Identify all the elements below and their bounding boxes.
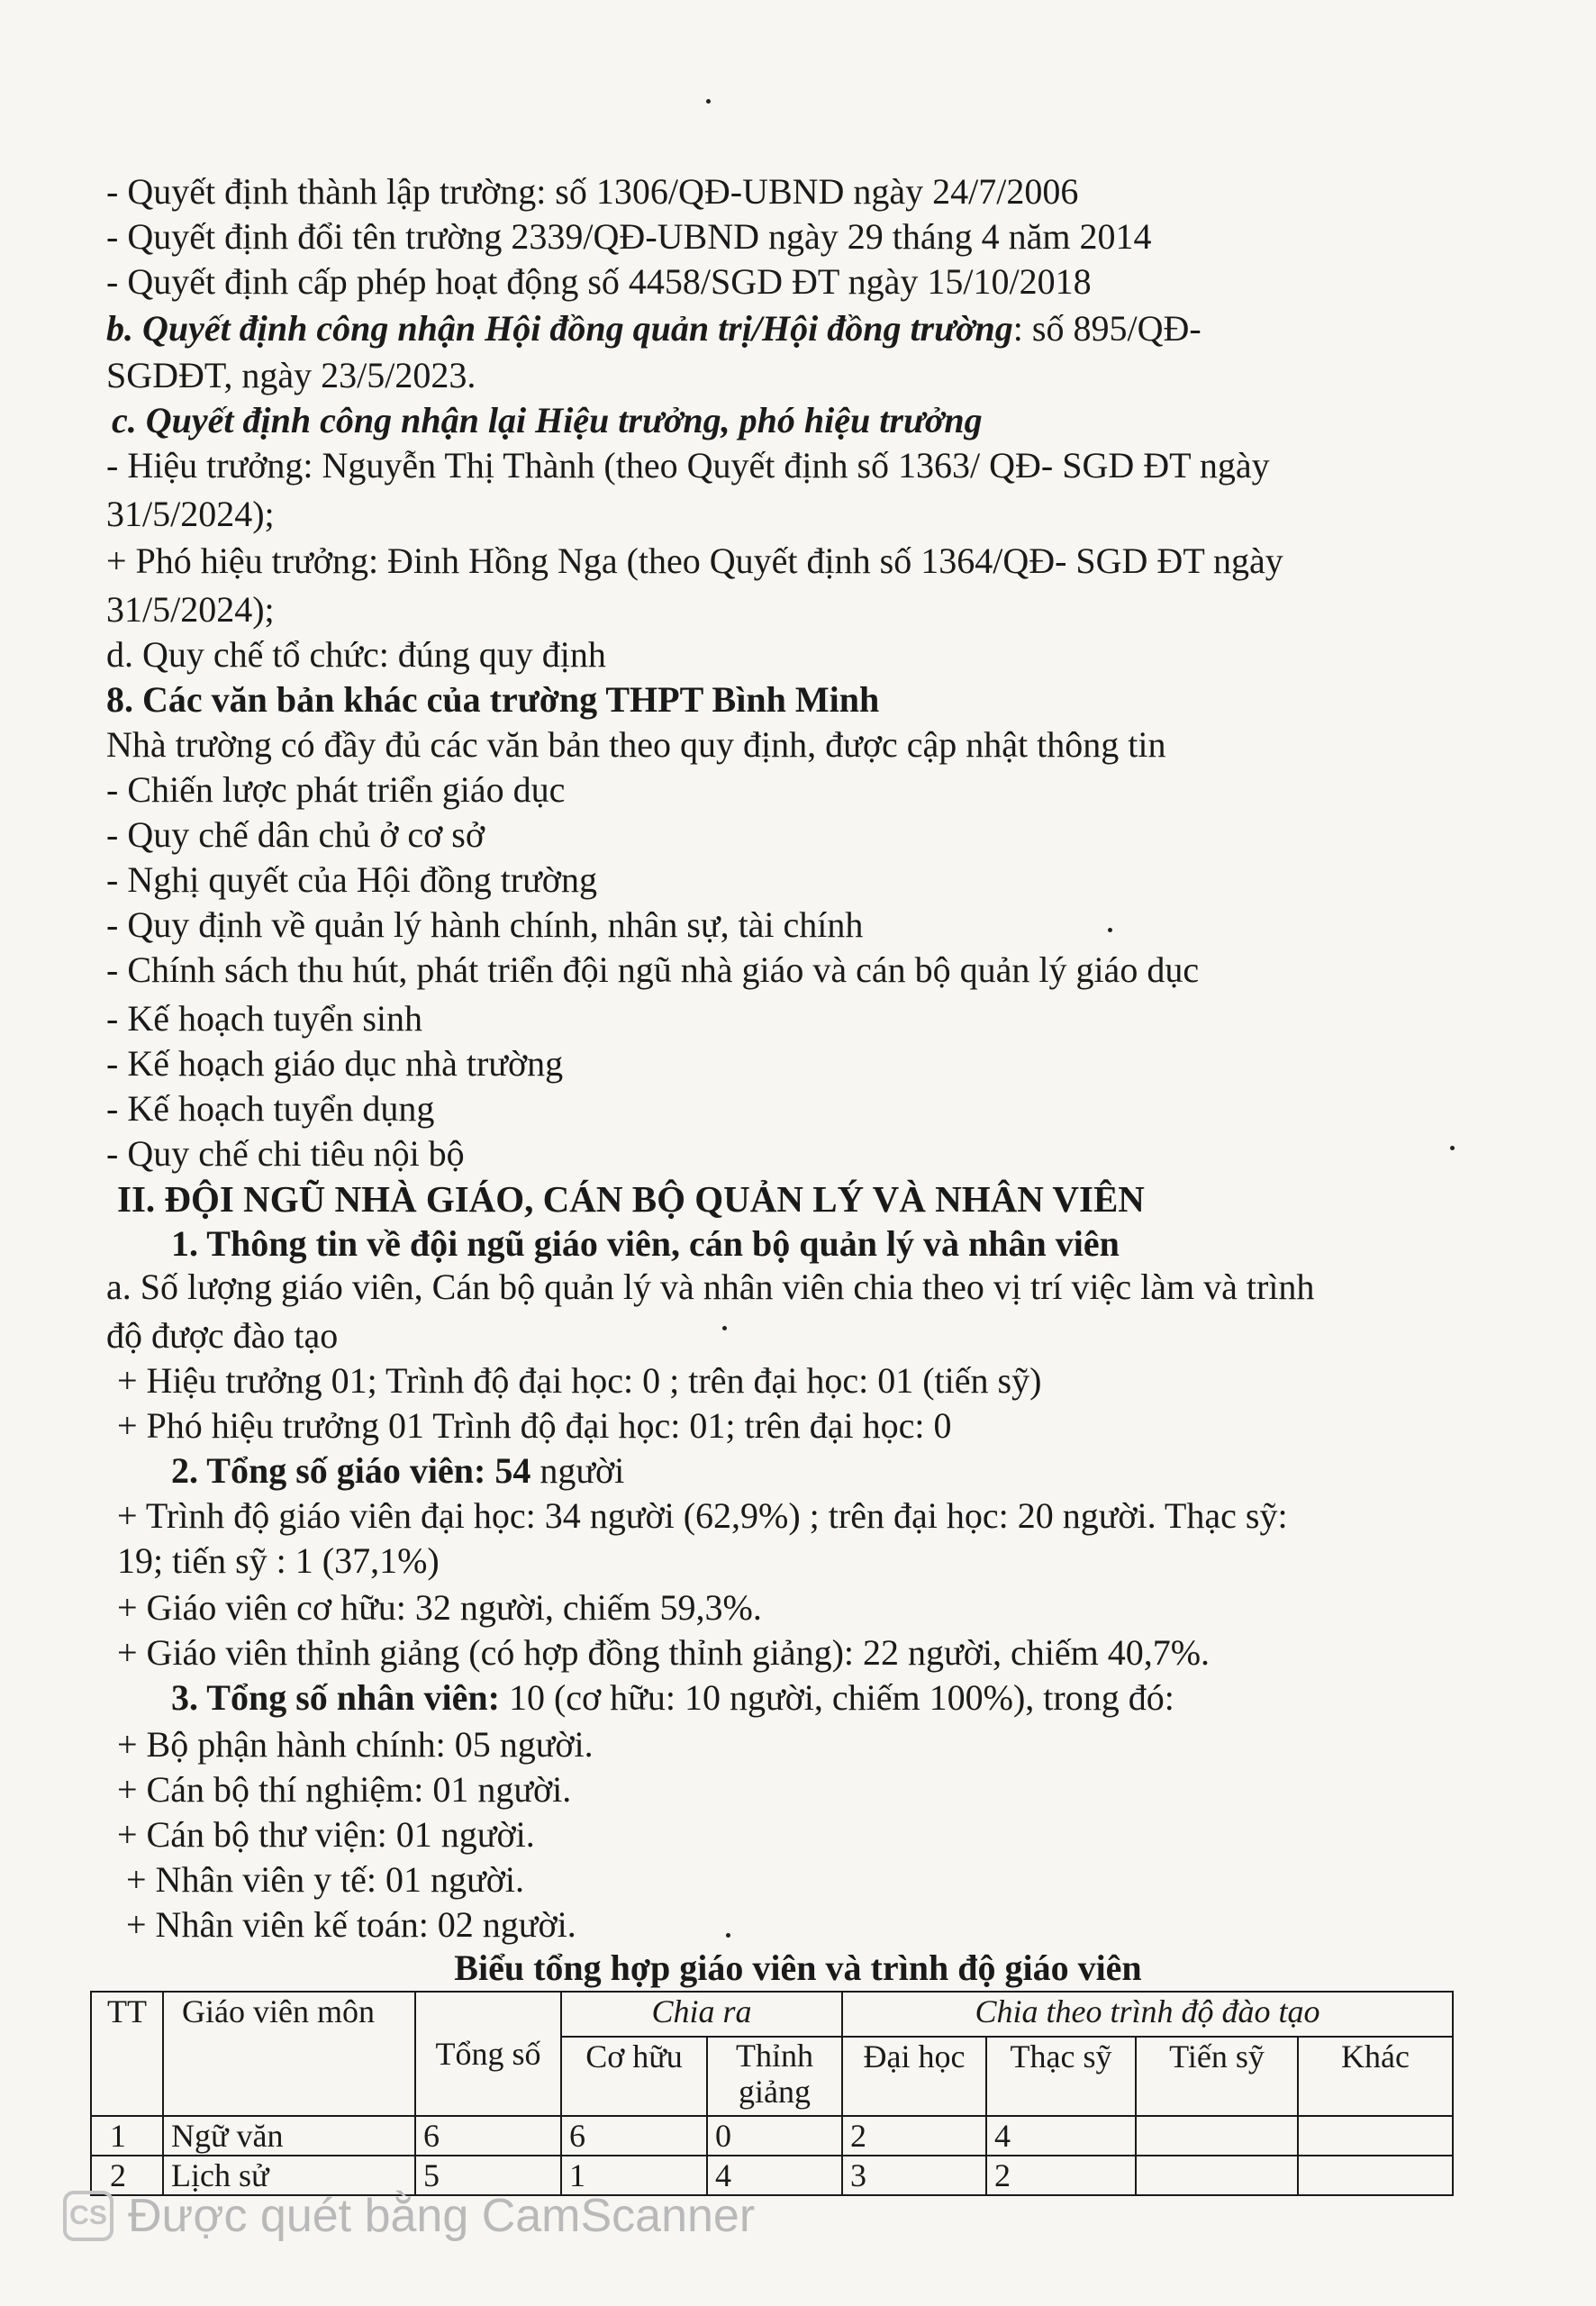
speck (726, 1933, 730, 1938)
text-line: - Quyết định đổi tên trường 2339/QĐ-UBND ngày 29 tháng 4 năm 2014 (106, 216, 1152, 257)
text-line: + Hiệu trưởng 01; Trình độ đại học: 0 ; trên đại học: 01 (tiến sỹ) (117, 1360, 1042, 1401)
cell-thac-sy: 4 (986, 2116, 1136, 2156)
table-header-row (91, 1992, 1453, 2037)
header-tt: TT (91, 1992, 163, 2116)
header-co-huu: Cơ hữu (561, 2037, 707, 2116)
header-dai-hoc: Đại học (842, 2037, 986, 2116)
text-line: + Phó hiệu trưởng 01 Trình độ đại học: 01; trên đại học: 0 (117, 1405, 952, 1446)
list-item: - Nghị quyết của Hội đồng trường (106, 859, 597, 900)
header-chia-theo: Chia theo trình độ đào tạo (842, 1992, 1453, 2037)
speck (706, 99, 711, 104)
text-line: + Cán bộ thư viện: 01 người. (117, 1814, 535, 1855)
text-line: + Cán bộ thí nghiệm: 01 người. (117, 1769, 572, 1810)
section-heading-8: 8. Các văn bản khác của trường THPT Bình Minh (106, 679, 880, 720)
cell-subject: Ngữ văn (163, 2116, 415, 2156)
cell-thinh-giang: 4 (707, 2156, 842, 2195)
header-tien-sy: Tiến sỹ (1136, 2037, 1298, 2116)
heading-text: 3. Tổng số nhân viên: (171, 1677, 500, 1718)
text-fragment: 10 (cơ hữu: 10 người, chiếm 100%), trong đó: (499, 1677, 1174, 1718)
camscanner-logo-icon: CS (63, 2191, 113, 2241)
watermark-text: Được quét bằng CamScanner (128, 2190, 756, 2242)
text-line: d. Quy chế tổ chức: đúng quy định (106, 634, 606, 675)
text-line: + Nhân viên y tế: 01 người. (126, 1859, 524, 1900)
cell-thinh-giang: 0 (707, 2116, 842, 2156)
text-line: 31/5/2024); (106, 589, 275, 630)
speck (1108, 928, 1112, 932)
section-heading-c: c. Quyết định công nhận lại Hiệu trưởng, phó hiệu trưởng (112, 400, 983, 440)
header-chia-ra: Chia ra (561, 1992, 842, 2037)
cell-khac (1298, 2156, 1453, 2195)
cell-thac-sy: 2 (986, 2156, 1136, 2195)
cell-tien-sy (1136, 2116, 1298, 2156)
cell-tt: 1 (91, 2116, 163, 2156)
cell-tt: 2 (91, 2156, 163, 2195)
text-line: + Nhân viên kế toán: 02 người. (126, 1904, 576, 1945)
section-heading-b: b. Quyết định công nhận Hội đồng quản trị/Hội đồng trường (106, 308, 1013, 349)
header-subject: Giáo viên môn (163, 1992, 415, 2116)
text-line: 31/5/2024); (106, 494, 275, 534)
text-line (106, 306, 1202, 351)
text-line: + Giáo viên thỉnh giảng (có hợp đồng thỉnh giảng): 22 người, chiếm 40,7%. (117, 1632, 1211, 1673)
speck (1450, 1146, 1455, 1150)
cell-total: 5 (415, 2156, 561, 2195)
subsection-heading-1: 1. Thông tin về đội ngũ giáo viên, cán bộ quản lý và nhân viên (171, 1223, 1120, 1264)
cell-tien-sy (1136, 2156, 1298, 2195)
list-item: - Kế hoạch tuyển sinh (106, 998, 423, 1039)
header-thinh-giang: Thỉnh giảng (707, 2037, 842, 2116)
header-total: Tổng số (415, 1992, 561, 2116)
cell-co-huu: 6 (561, 2116, 707, 2156)
text-line: - Quyết định cấp phép hoạt động số 4458/SGD ĐT ngày 15/10/2018 (106, 261, 1092, 302)
speck (722, 1326, 727, 1330)
subsection-heading-3 (171, 1675, 1174, 1720)
header-khac: Khác (1298, 2037, 1453, 2116)
cell-khac (1298, 2116, 1453, 2156)
camscanner-watermark (63, 2189, 755, 2243)
list-item: - Kế hoạch giáo dục nhà trường (106, 1043, 564, 1084)
text-line: + Phó hiệu trưởng: Đinh Hồng Nga (theo Quyết định số 1364/QĐ- SGD ĐT ngày (106, 540, 1283, 581)
cell-dai-hoc: 2 (842, 2116, 986, 2156)
text-line: a. Số lượng giáo viên, Cán bộ quản lý và nhân viên chia theo vị trí việc làm và trình (106, 1266, 1315, 1307)
table-row (91, 2116, 1453, 2156)
heading-text: 2. Tổng số giáo viên: 54 (171, 1450, 531, 1491)
teacher-summary-table (90, 1991, 1454, 2196)
cell-dai-hoc: 3 (842, 2156, 986, 2195)
list-item: - Quy chế chi tiêu nội bộ (106, 1133, 465, 1174)
cell-total: 6 (415, 2116, 561, 2156)
subsection-heading-2 (171, 1448, 624, 1493)
text-line: + Giáo viên cơ hữu: 32 người, chiếm 59,3%. (117, 1587, 762, 1628)
text-line: + Bộ phận hành chính: 05 người. (117, 1724, 594, 1765)
text-line: SGDĐT, ngày 23/5/2023. (106, 355, 476, 395)
cell-co-huu: 1 (561, 2156, 707, 2195)
table-caption: Biểu tổng hợp giáo viên và trình độ giáo viên (454, 1947, 1142, 1988)
list-item: - Quy chế dân chủ ở cơ sở (106, 814, 485, 855)
list-item: - Quy định về quản lý hành chính, nhân sự, tài chính (106, 904, 864, 945)
list-item: - Chính sách thu hút, phát triển đội ngũ nhà giáo và cán bộ quản lý giáo dục (106, 949, 1200, 990)
text-line: - Quyết định thành lập trường: số 1306/QĐ-UBND ngày 24/7/2006 (106, 171, 1079, 212)
text-line: - Hiệu trưởng: Nguyễn Thị Thành (theo Quyết định số 1363/ QĐ- SGD ĐT ngày (106, 445, 1270, 486)
text-line: Nhà trường có đầy đủ các văn bản theo quy định, được cập nhật thông tin (106, 724, 1166, 765)
text-line: độ được đào tạo (106, 1315, 339, 1356)
cell-subject: Lịch sử (163, 2156, 415, 2195)
text-line: 19; tiến sỹ : 1 (37,1%) (117, 1540, 440, 1581)
list-item: - Kế hoạch tuyển dụng (106, 1088, 435, 1129)
header-thac-sy: Thạc sỹ (986, 2037, 1136, 2116)
text-fragment: người (530, 1450, 625, 1491)
text-fragment: : số 895/QĐ- (1012, 308, 1202, 349)
section-heading-ii: II. ĐỘI NGŨ NHÀ GIÁO, CÁN BỘ QUẢN LÝ VÀ NHÂN VIÊN (117, 1178, 1145, 1220)
text-line: + Trình độ giáo viên đại học: 34 người (62,9%) ; trên đại học: 20 người. Thạc sỹ: (117, 1495, 1288, 1536)
list-item: - Chiến lược phát triển giáo dục (106, 769, 566, 810)
